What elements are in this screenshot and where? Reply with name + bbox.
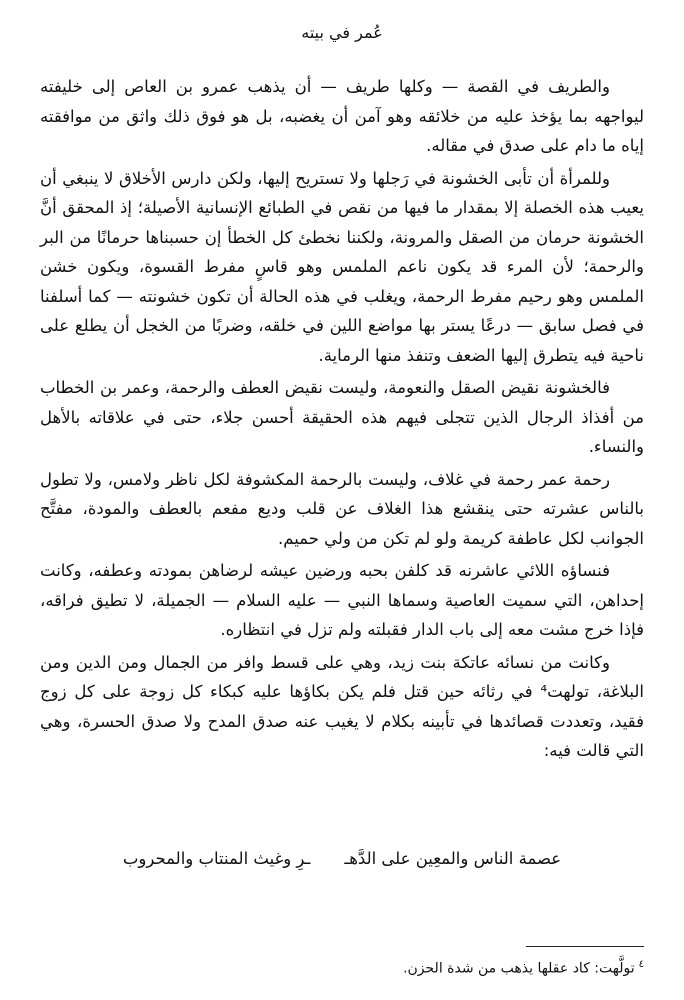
paragraph-4: رحمة عمر رحمة في غلاف، وليست بالرحمة المكشوفة لكل ناظر ولامس، ولا تطول بالناس عشرته حتى ينقشع هذا الغلاف عن قلب وديع مفعم بالعطف والمودة، مفتَّح الجوانب لكل عاطفة كريمة ولو لم تكن من ولي حميم. — [40, 469, 644, 548]
running-title: عُمر في بيته — [301, 23, 383, 42]
verse-first-hemistich: عصمة الناس والمعِين على الدَّهـ — [344, 849, 562, 868]
paragraph-2: وللمرأة أن تأبى الخشونة في رَجلها ولا تستريح إليها، ولكن دارس الأخلاق لا ينبغي أن يعيب هذه الخصلة إلا بمقدار ما فيها من نقص في الطبائع الإنسانية الأصيلة؛ إذ المحقق أنَّ الخشونة حرمان من الصقل والمرونة، ولكننا نخطئ كل الخطأ إن حسبناها حرمانًا من البر والرحمة؛ لأن المرء قد يكون ناعم الملمس وهو قاسٍ مفرط القسوة، ويكون خشن الملمس وهو رحيم مفرط الرحمة، ويغلب في هذه الحالة أن تكون خشونته — كما أسلفنا في فصل سابق — درعًا يستر بها مواضع اللين في خلقه، وضربًا من الخجل أن يطلع على ناحية فيه يتطرق إليها الضعف وتنفذ منها الرماية. — [40, 168, 644, 365]
body-text — [40, 72, 644, 769]
verse-second-hemistich: ـرِ وغيث المنتاب والمحروب — [122, 849, 311, 868]
poem-verse — [40, 846, 644, 872]
footnote-marker: ٤ — [638, 959, 644, 970]
paragraph-5: فنساؤه اللائي عاشرنه قد كلفن بحبه ورضين عيشه لرضاهن بمودته وعطفه، وكانت إحداهن، التي سميت العاصية وسماها النبي — عليه السلام — الجميلة، لا تطيق فراقه، فإذا خرج مشت معه إلى باب الدار فقبلته ولم تزل في انتظاره. — [40, 561, 644, 639]
paragraph-1: والطريف في القصة — وكلها طريف — أن يذهب عمرو بن العاص إلى خليفته ليواجهه بما يؤخذ عليه من خلائقه وهو آمن أن يغضبه، بل هو فوق ذلك واثق من موافقته إياه ما دام على صدق في مقاله. — [40, 77, 644, 155]
footnote — [40, 954, 644, 980]
paragraph-6: وكانت من نسائه عاتكة بنت زيد، وهي على قسط وافر من الجمال ومن الدين ومن البلاغة، تولهت⁴ في رثائه حين قتل فلم يكن بكاؤها عليه كبكاء كل زوجة على كل زوج فقيد، وتعددت قصائدها في تأبينه بكلام لا يغيب عنه صدق المدح ولا صدق الحسرة، وهي التي قالت فيه: — [40, 652, 644, 760]
footnote-text: تولَّهت: كاد عقلها يذهب من شدة الحزن. — [403, 960, 635, 977]
paragraph-3: فالخشونة نقيض الصقل والنعومة، وليست نقيض العطف والرحمة، وعمر بن الخطاب من أفذاذ الرجال الذين تتجلى فيهم هذه الحقيقة أحسن جلاء، حتى في علاقاته بالأهل والنساء. — [40, 378, 644, 456]
footnote-divider — [526, 946, 644, 947]
